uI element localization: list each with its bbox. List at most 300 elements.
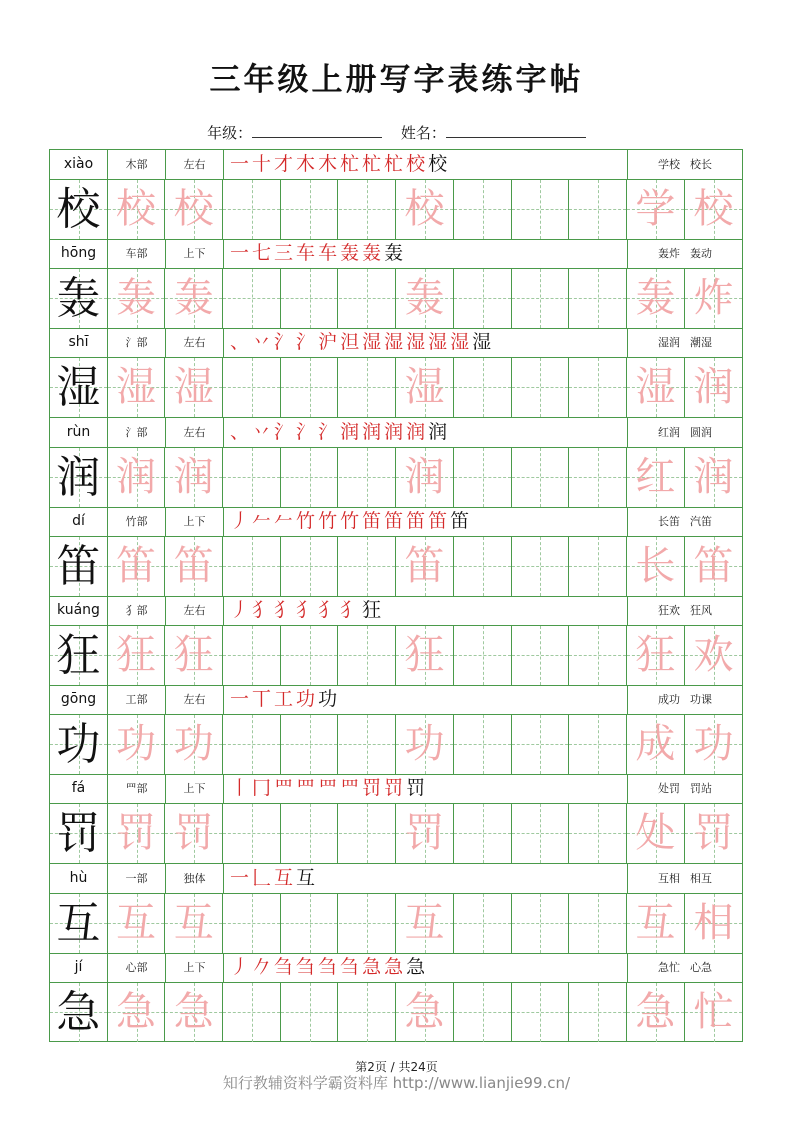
- info-row: [50, 328, 742, 358]
- guide-line-v: [540, 804, 541, 863]
- grid-box[interactable]: [512, 715, 570, 774]
- grid-box[interactable]: [108, 448, 166, 507]
- grid-box[interactable]: [108, 180, 166, 239]
- grid-box[interactable]: [685, 269, 743, 328]
- trace-word-char: 校: [693, 186, 734, 232]
- info-row: [50, 774, 742, 804]
- guide-line-v: [252, 804, 253, 863]
- grid-box[interactable]: [396, 983, 454, 1042]
- grid-box[interactable]: [281, 448, 339, 507]
- trace-char: 润: [116, 453, 157, 500]
- trace-char: 轰: [173, 275, 214, 322]
- grid-box[interactable]: [50, 358, 108, 417]
- trace-char: 轰: [404, 275, 445, 322]
- grid-box[interactable]: [454, 715, 512, 774]
- grid-box[interactable]: [685, 894, 743, 953]
- grid-box[interactable]: [223, 448, 281, 507]
- guide-line-v: [483, 358, 484, 417]
- grid-box[interactable]: [50, 626, 108, 685]
- grid-box[interactable]: [396, 715, 454, 774]
- trace-char: 罚: [404, 810, 445, 857]
- trace-word-char: 功: [693, 721, 734, 768]
- stroke-step: 丿: [230, 955, 250, 978]
- model-char: 狂: [56, 630, 101, 681]
- trace-word-char: 湿: [635, 364, 676, 411]
- grid-box[interactable]: [569, 448, 627, 507]
- trace-char: 笛: [116, 542, 157, 589]
- grid-box[interactable]: [108, 626, 166, 685]
- grid-box[interactable]: [223, 180, 281, 239]
- grid-box[interactable]: [165, 537, 223, 596]
- stroke-step: 、: [230, 331, 250, 354]
- grid-box[interactable]: [569, 894, 627, 953]
- grid-box[interactable]: [339, 358, 397, 417]
- stroke-step: 润: [362, 420, 382, 443]
- info-row: [50, 239, 742, 269]
- grid-box[interactable]: [281, 358, 339, 417]
- grid-box[interactable]: [339, 448, 397, 507]
- trace-word-char: 润: [693, 453, 734, 500]
- example-word: 功课: [690, 693, 712, 707]
- guide-line-v: [598, 180, 599, 239]
- stroke-step: 氵: [318, 420, 338, 443]
- pinyin: rùn: [50, 418, 108, 447]
- stroke-order: [224, 150, 628, 179]
- stroke-step: 杧: [362, 153, 382, 175]
- guide-line-v: [540, 358, 541, 417]
- stroke-step: 罚: [384, 777, 404, 800]
- trace-char: 润: [173, 453, 214, 500]
- trace-char: 轰: [116, 275, 157, 322]
- stroke-step: 丷: [252, 420, 272, 443]
- guide-line-v: [367, 180, 368, 239]
- pinyin: dí: [50, 507, 108, 536]
- trace-word-char: 笛: [693, 542, 734, 589]
- grid-box[interactable]: [281, 180, 339, 239]
- grid-box[interactable]: [627, 358, 685, 417]
- info-row: [50, 418, 742, 448]
- stroke-step: 、: [230, 420, 250, 443]
- trace-word-char: 狂: [635, 632, 676, 678]
- stroke-step: 七: [252, 242, 272, 265]
- grid-box[interactable]: [165, 358, 223, 417]
- grid-box[interactable]: [50, 804, 108, 863]
- grid-box[interactable]: [281, 894, 339, 953]
- trace-word-char: 罚: [693, 810, 734, 857]
- grid-box[interactable]: [396, 448, 454, 507]
- guide-line-v: [310, 269, 311, 328]
- grid-box[interactable]: [454, 180, 512, 239]
- practice-grid: [50, 626, 742, 685]
- grid-box[interactable]: [396, 894, 454, 953]
- model-char: 湿: [56, 362, 101, 414]
- trace-char: 湿: [173, 364, 214, 411]
- name-grade-line: [0, 122, 793, 143]
- pinyin: jí: [50, 953, 108, 982]
- grid-box[interactable]: [685, 537, 743, 596]
- grid-box[interactable]: [569, 804, 627, 863]
- stroke-step: 罚: [406, 777, 426, 800]
- grid-box[interactable]: [569, 626, 627, 685]
- stroke-step: 罒: [318, 777, 338, 800]
- char-block-0: [50, 150, 742, 239]
- grid-box[interactable]: [339, 269, 397, 328]
- grid-box[interactable]: [281, 804, 339, 863]
- info-row: [50, 953, 742, 983]
- grid-box[interactable]: [627, 894, 685, 953]
- stroke-step: 润: [406, 420, 426, 443]
- page-title: 三年级上册写字表练字帖: [209, 62, 584, 98]
- grid-box[interactable]: [685, 180, 743, 239]
- guide-line-v: [367, 804, 368, 863]
- grid-box[interactable]: [454, 448, 512, 507]
- trace-word-char: 成: [635, 721, 676, 768]
- grid-box[interactable]: [454, 983, 512, 1042]
- grid-box[interactable]: [627, 269, 685, 328]
- grid-box[interactable]: [569, 180, 627, 239]
- practice-grid: [50, 448, 742, 507]
- trace-char: 功: [116, 721, 157, 768]
- grid-box[interactable]: [396, 804, 454, 863]
- stroke-order: [224, 953, 628, 982]
- stroke-order: [224, 596, 628, 625]
- stroke-step: 工: [274, 688, 294, 711]
- guide-line-v: [540, 448, 541, 507]
- grid-box[interactable]: [165, 626, 223, 685]
- grid-box[interactable]: [339, 715, 397, 774]
- grid-box[interactable]: [50, 448, 108, 507]
- watermark: 知行教辅资料学霸资料库 http://www.lianjie99.cn/: [222, 1074, 571, 1092]
- example-words: [628, 685, 742, 714]
- grid-box[interactable]: [569, 537, 627, 596]
- guide-line-v: [598, 715, 599, 774]
- grid-box[interactable]: [108, 894, 166, 953]
- structure: 左右: [166, 418, 224, 447]
- grid-box[interactable]: [569, 358, 627, 417]
- stroke-step: 竹: [296, 509, 316, 532]
- grid-box[interactable]: [685, 626, 743, 685]
- guide-line-v: [310, 180, 311, 239]
- grid-box[interactable]: [223, 804, 281, 863]
- grid-box[interactable]: [108, 715, 166, 774]
- grid-box[interactable]: [108, 269, 166, 328]
- guide-line-v: [367, 983, 368, 1042]
- guide-line-v: [252, 537, 253, 596]
- stroke-step: 𠂊: [252, 955, 272, 978]
- stroke-step: 丿: [230, 509, 250, 532]
- example-words: [628, 596, 742, 625]
- trace-char: 狂: [173, 632, 214, 678]
- grid-box[interactable]: [223, 894, 281, 953]
- radical: 氵部: [108, 328, 166, 357]
- grid-box[interactable]: [396, 626, 454, 685]
- radical: 竹部: [108, 507, 166, 536]
- pinyin: xiào: [50, 150, 108, 179]
- stroke-step: 竹: [318, 509, 338, 532]
- stroke-step: 氵: [296, 420, 316, 443]
- pinyin: gōng: [50, 685, 108, 714]
- radical: 车部: [108, 239, 166, 268]
- grid-box[interactable]: [454, 358, 512, 417]
- grid-box[interactable]: [50, 715, 108, 774]
- trace-char: 笛: [173, 542, 214, 589]
- guide-line-v: [598, 358, 599, 417]
- practice-sheet: [49, 149, 743, 1042]
- grid-box[interactable]: [165, 983, 223, 1042]
- grid-box[interactable]: [454, 626, 512, 685]
- stroke-step: 犭: [274, 599, 294, 621]
- grid-box[interactable]: [50, 269, 108, 328]
- stroke-step: 湿: [472, 331, 492, 354]
- grid-box[interactable]: [108, 537, 166, 596]
- grid-box[interactable]: [281, 537, 339, 596]
- guide-line-v: [367, 715, 368, 774]
- grid-box[interactable]: [512, 180, 570, 239]
- grid-box[interactable]: [165, 894, 223, 953]
- guide-line-v: [483, 448, 484, 507]
- stroke-step: 犭: [318, 599, 338, 621]
- grid-box[interactable]: [165, 715, 223, 774]
- info-row: [50, 596, 742, 626]
- grade-label: 年级：: [207, 124, 253, 142]
- guide-line-v: [310, 448, 311, 507]
- stroke-step: 互: [296, 866, 316, 889]
- grid-box[interactable]: [50, 537, 108, 596]
- grid-box[interactable]: [165, 269, 223, 328]
- grid-box[interactable]: [454, 537, 512, 596]
- example-words: [628, 328, 742, 357]
- grid-box[interactable]: [108, 358, 166, 417]
- model-char: 校: [56, 184, 101, 235]
- stroke-step: 狂: [362, 599, 382, 621]
- stroke-step: 才: [274, 153, 294, 175]
- stroke-step: 互: [274, 866, 294, 889]
- guide-line-v: [540, 626, 541, 685]
- grid-box[interactable]: [50, 983, 108, 1042]
- grid-box[interactable]: [50, 894, 108, 953]
- grid-box[interactable]: [339, 537, 397, 596]
- stroke-step: 三: [274, 242, 294, 265]
- grid-box[interactable]: [512, 448, 570, 507]
- example-word: 校长: [690, 158, 712, 171]
- trace-char: 湿: [404, 364, 445, 411]
- info-row: [50, 864, 742, 894]
- stroke-step: 刍: [274, 955, 294, 978]
- grid-box[interactable]: [685, 804, 743, 863]
- structure: 上下: [166, 507, 224, 536]
- grade-blank[interactable]: [252, 123, 382, 138]
- stroke-order: [224, 239, 628, 268]
- grid-box[interactable]: [396, 180, 454, 239]
- guide-line-v: [252, 894, 253, 953]
- char-block-6: [50, 685, 742, 774]
- trace-char: 互: [404, 899, 445, 946]
- stroke-step: 氵: [274, 331, 294, 354]
- model-char: 罚: [56, 808, 101, 860]
- guide-line-v: [252, 626, 253, 685]
- grid-box[interactable]: [223, 269, 281, 328]
- guide-line-v: [252, 358, 253, 417]
- grid-box[interactable]: [627, 180, 685, 239]
- grid-box[interactable]: [281, 269, 339, 328]
- guide-line-v: [310, 894, 311, 953]
- example-word: 成功: [658, 693, 680, 707]
- example-word: 长笛: [658, 514, 680, 528]
- grid-box[interactable]: [512, 358, 570, 417]
- trace-char: 急: [404, 988, 445, 1035]
- name-blank[interactable]: [446, 123, 586, 138]
- grid-box[interactable]: [165, 448, 223, 507]
- guide-line-v: [310, 537, 311, 596]
- guide-line-v: [252, 269, 253, 328]
- grid-box[interactable]: [50, 180, 108, 239]
- grid-box[interactable]: [396, 537, 454, 596]
- grid-box[interactable]: [569, 715, 627, 774]
- stroke-step: 刍: [340, 955, 360, 978]
- trace-word-char: 炸: [693, 275, 734, 322]
- char-block-3: [50, 418, 742, 507]
- stroke-step: 润: [428, 420, 448, 443]
- example-word: 狂风: [690, 604, 712, 617]
- grid-box[interactable]: [223, 715, 281, 774]
- stroke-order: [224, 685, 628, 714]
- grid-box[interactable]: [339, 894, 397, 953]
- practice-grid: [50, 269, 742, 328]
- page-number: 第2页 / 共24页: [355, 1060, 438, 1074]
- structure: 左右: [166, 150, 224, 179]
- grid-box[interactable]: [627, 715, 685, 774]
- trace-char: 狂: [116, 632, 157, 678]
- pinyin: shī: [50, 328, 108, 357]
- grid-box[interactable]: [512, 537, 570, 596]
- char-block-4: [50, 507, 742, 596]
- guide-line-v: [310, 804, 311, 863]
- guide-line-v: [367, 894, 368, 953]
- trace-char: 湿: [116, 364, 157, 411]
- stroke-step: 木: [318, 153, 338, 175]
- stroke-step: 急: [406, 955, 426, 978]
- stroke-step: 罚: [362, 777, 382, 800]
- grid-box[interactable]: [627, 626, 685, 685]
- grid-box[interactable]: [165, 180, 223, 239]
- grid-box[interactable]: [627, 804, 685, 863]
- structure: 上下: [166, 239, 224, 268]
- model-char: 笛: [56, 540, 101, 592]
- grid-box[interactable]: [281, 626, 339, 685]
- grid-box[interactable]: [454, 269, 512, 328]
- grid-box[interactable]: [108, 983, 166, 1042]
- stroke-step: 一: [230, 688, 250, 711]
- guide-line-v: [310, 983, 311, 1042]
- stroke-step: 功: [318, 688, 338, 711]
- guide-line-v: [252, 715, 253, 774]
- stroke-order: [224, 507, 628, 536]
- pinyin: hōng: [50, 239, 108, 268]
- grid-box[interactable]: [339, 626, 397, 685]
- grid-box[interactable]: [223, 537, 281, 596]
- grid-box[interactable]: [339, 804, 397, 863]
- grid-box[interactable]: [569, 269, 627, 328]
- grid-box[interactable]: [685, 715, 743, 774]
- trace-char: 互: [116, 899, 157, 946]
- grid-box[interactable]: [281, 983, 339, 1042]
- grid-box[interactable]: [223, 358, 281, 417]
- grid-box[interactable]: [569, 983, 627, 1042]
- grid-box[interactable]: [339, 180, 397, 239]
- grid-box[interactable]: [685, 358, 743, 417]
- model-char: 轰: [56, 273, 101, 325]
- grid-box[interactable]: [627, 448, 685, 507]
- grid-box[interactable]: [512, 894, 570, 953]
- guide-line-v: [598, 448, 599, 507]
- grid-box[interactable]: [396, 358, 454, 417]
- trace-char: 校: [404, 186, 445, 232]
- stroke-step: 𠂉: [274, 509, 294, 532]
- radical: 氵部: [108, 418, 166, 447]
- stroke-step: 丨: [230, 777, 250, 800]
- stroke-step: 校: [428, 153, 448, 175]
- example-word: 处罚: [658, 782, 680, 796]
- stroke-step: 木: [296, 153, 316, 175]
- guide-line-v: [540, 269, 541, 328]
- guide-line-v: [483, 715, 484, 774]
- stroke-step: 十: [252, 153, 272, 175]
- stroke-order: [224, 774, 628, 803]
- grid-box[interactable]: [108, 804, 166, 863]
- grid-box[interactable]: [281, 715, 339, 774]
- guide-line-v: [540, 983, 541, 1042]
- stroke-step: 轰: [340, 242, 360, 265]
- grid-box[interactable]: [454, 804, 512, 863]
- guide-line-v: [483, 269, 484, 328]
- stroke-step: 润: [384, 420, 404, 443]
- pinyin: hù: [50, 864, 108, 893]
- trace-char: 狂: [404, 632, 445, 678]
- grid-box[interactable]: [685, 448, 743, 507]
- grid-box[interactable]: [512, 626, 570, 685]
- stroke-step: 罒: [274, 777, 294, 800]
- pinyin: kuáng: [50, 596, 108, 625]
- guide-line-v: [483, 537, 484, 596]
- char-block-1: [50, 239, 742, 328]
- grid-box[interactable]: [512, 983, 570, 1042]
- guide-line-v: [598, 894, 599, 953]
- grid-box[interactable]: [685, 983, 743, 1042]
- grid-box[interactable]: [223, 983, 281, 1042]
- guide-line-v: [310, 358, 311, 417]
- example-word: 互相: [658, 871, 680, 885]
- guide-line-v: [310, 715, 311, 774]
- grid-box[interactable]: [339, 983, 397, 1042]
- guide-line-v: [540, 537, 541, 596]
- grid-box[interactable]: [396, 269, 454, 328]
- example-word: 圆润: [690, 425, 712, 439]
- grid-box[interactable]: [165, 804, 223, 863]
- trace-word-char: 互: [635, 899, 676, 946]
- stroke-step: 冂: [252, 777, 272, 800]
- grid-box[interactable]: [512, 804, 570, 863]
- stroke-step: 犭: [340, 599, 360, 621]
- grid-box[interactable]: [454, 894, 512, 953]
- trace-char: 校: [173, 186, 214, 232]
- grid-box[interactable]: [627, 983, 685, 1042]
- grid-box[interactable]: [627, 537, 685, 596]
- grid-box[interactable]: [223, 626, 281, 685]
- guide-line-v: [483, 626, 484, 685]
- grid-box[interactable]: [512, 269, 570, 328]
- trace-word-char: 长: [635, 542, 676, 589]
- stroke-step: 车: [296, 242, 316, 265]
